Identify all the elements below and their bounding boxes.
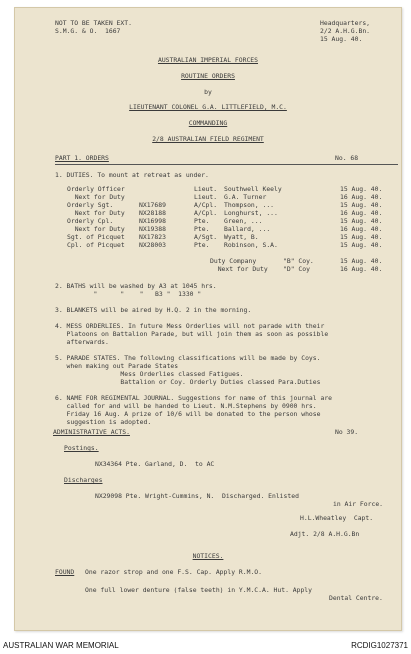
item-parade-states: 5. PARADE STATES. The following classifications will be made by Coys. xyxy=(55,354,321,362)
item-baths-cont: " " " B3 " 1330 " xyxy=(55,290,202,298)
discharges-entry-cont: in Air Force. xyxy=(333,500,384,508)
item-journal-prize: Friday 16 Aug. A prize of 10/6 will be donated to the person whose xyxy=(55,410,321,418)
admin-heading: ADMINISTRATIVE ACTS. xyxy=(53,428,130,436)
item-mess-orderlies-end: afterwards. xyxy=(55,338,109,346)
found-notice: One razor strop and one F.S. Cap. Apply R.M.O. xyxy=(85,568,262,576)
archive-id: RCDIG1027371 xyxy=(351,641,408,650)
signature-title: Adjt. 2/8 A.H.G.Bn xyxy=(290,530,360,538)
title-routine-orders: ROUTINE ORDERS xyxy=(181,72,235,80)
document-page: NOT TO BE TAKEN EXT. S.M.G. & O. 1667 Headquarters, 2/2 A.H.G.Bn. 15 Aug. 40. AUSTRALIAN IMPERIAL FORCES ROUTINE ORDERS by LIEUTENANT COLONEL G.A. LITTLEFIELD, M.C. COMMANDING 2/8 AUSTRALIAN FIELD REGIMENT PART 1. ORDERS No. 68 1. DUTIES. To mount at retreat as under. Orderly Officer Lieut. Southwell Keely 15 Aug. 40. Next for Duty Lieut. G.A. Turner 16 Aug. 40. Orderly Sgt. NX17689 A/Cpl. Thompson, ... 15 Aug. 40. Next for Duty NX28188 A/Cpl. Longhurst, ... 16 Aug. 40. Orderly Cpl. NX16998 Pte. Green, ... 15 Aug. 40. Next for Duty NX19388 Pte. Ballard, ... 16 Aug. 40. Sgt. of Picquet NX17823 A/Sgt. Wyatt, B. 15 Aug. 40. Cpl. of Picquet NX28003 Pte. Robinson, S.A. 15 Aug. 40. Duty Company "B" Coy. 15 Aug. 40. Next for Duty "D" Coy 16 Aug. 40. 2. BATHS will be washed by A3 at 1045 hrs. " " " B3 " 1330 " 3. BLANKETS will be aired by H.Q. 2 in the morning. 4. MESS ORDERLIES. In future Mess Orderlies will not parade with their Platoons on Battalion Parade, but will join them as soon as possible afterwards. 5. PARADE STATES. The following classifications will be made by Coys. when making out Parade States Mess Orderlies classed Fatigues. Battalion or Coy. Orderly Duties classed Para.Duties 6. NAME FOR REGIMENTAL JOURNAL. Suggestions for name of this journal are called for and will be handed to Lieut. N.M.Stephens by 0900 hrs. Friday 16 Aug. A prize of 10/6 will be donated to the person whose suggestion is adopted. ADMINISTRATIVE ACTS. No 39. Postings. NX34364 Pte. Garland, D. to AC Discharges NX29098 Pte. Wright-Cummins, N. Discharged. Enlisted in Air Force. H.L.Wheatley Capt. Adjt. 2/8 A.H.G.Bn NOTICES. FOUND One razor strop and one F.S. Cap. Apply R.M.O. One full lower denture (false teeth) in Y.M.C.A. Hut. Apply Dental Centre. xyxy=(14,7,402,631)
item-parade-states-mess: Mess Orderlies classed Fatigues. xyxy=(55,370,244,378)
admin-number: No 39. xyxy=(335,428,359,436)
item-blankets: 3. BLANKETS will be aired by H.Q. 2 in the morning. xyxy=(55,306,252,314)
title-commanding: COMMANDING xyxy=(188,119,228,127)
reference-number: S.M.G. & O. 1667 xyxy=(55,27,121,35)
discharges-heading: Discharges xyxy=(64,476,103,484)
denture-notice-cont: Dental Centre. xyxy=(329,594,383,602)
part-heading: PART 1. ORDERS xyxy=(55,154,109,162)
title-commander: LIEUTENANT COLONEL G.A. LITTLEFIELD, M.C. xyxy=(129,103,287,111)
title-by: by xyxy=(204,88,212,96)
item-journal-name-cont: called for and will be handed to Lieut. N.M.Stephens by 0900 hrs. xyxy=(55,402,317,410)
divider xyxy=(55,164,398,165)
postings-heading: Postings. xyxy=(64,444,99,452)
title-force: AUSTRALIAN IMPERIAL FORCES xyxy=(157,56,259,64)
hq-date: 15 Aug. 40. xyxy=(320,35,363,43)
item-journal-name: 6. NAME FOR REGIMENTAL JOURNAL. Suggestions for name of this journal are xyxy=(55,394,333,402)
found-label: FOUND xyxy=(55,568,75,576)
discharges-entry: NX29098 Pte. Wright-Cummins, N. Discharged. Enlisted xyxy=(95,492,299,500)
reference-line: NOT TO BE TAKEN EXT. xyxy=(55,19,132,27)
notices-heading: NOTICES. xyxy=(192,552,224,560)
item-parade-states-cont: when making out Parade States xyxy=(55,362,179,370)
item-parade-states-duties: Battalion or Coy. Orderly Duties classed Para.Duties xyxy=(55,378,321,386)
archive-footer xyxy=(0,637,411,654)
archive-name: AUSTRALIAN WAR MEMORIAL xyxy=(3,641,119,650)
item-duties: 1. DUTIES. To mount at retreat as under. xyxy=(55,171,209,179)
item-mess-orderlies: 4. MESS ORDERLIES. In future Mess Orderlies will not parade with their xyxy=(55,322,325,330)
denture-notice: One full lower denture (false teeth) in Y.M.C.A. Hut. Apply xyxy=(85,586,313,594)
item-mess-orderlies-cont: Platoons on Battalion Parade, but will join them as soon as possible xyxy=(55,330,329,338)
hq-heading: Headquarters, xyxy=(320,19,371,27)
order-number: No. 68 xyxy=(335,154,359,162)
item-baths: 2. BATHS will be washed by A3 at 1045 hrs. xyxy=(55,282,217,290)
postings-entry: NX34364 Pte. Garland, D. to AC xyxy=(95,460,215,468)
hq-unit: 2/2 A.H.G.Bn. xyxy=(320,27,371,35)
title-unit: 2/8 AUSTRALIAN FIELD REGIMENT xyxy=(152,135,264,143)
item-journal-end: suggestion is adopted. xyxy=(55,418,152,426)
signature-name: H.L.Wheatley Capt. xyxy=(300,514,374,522)
